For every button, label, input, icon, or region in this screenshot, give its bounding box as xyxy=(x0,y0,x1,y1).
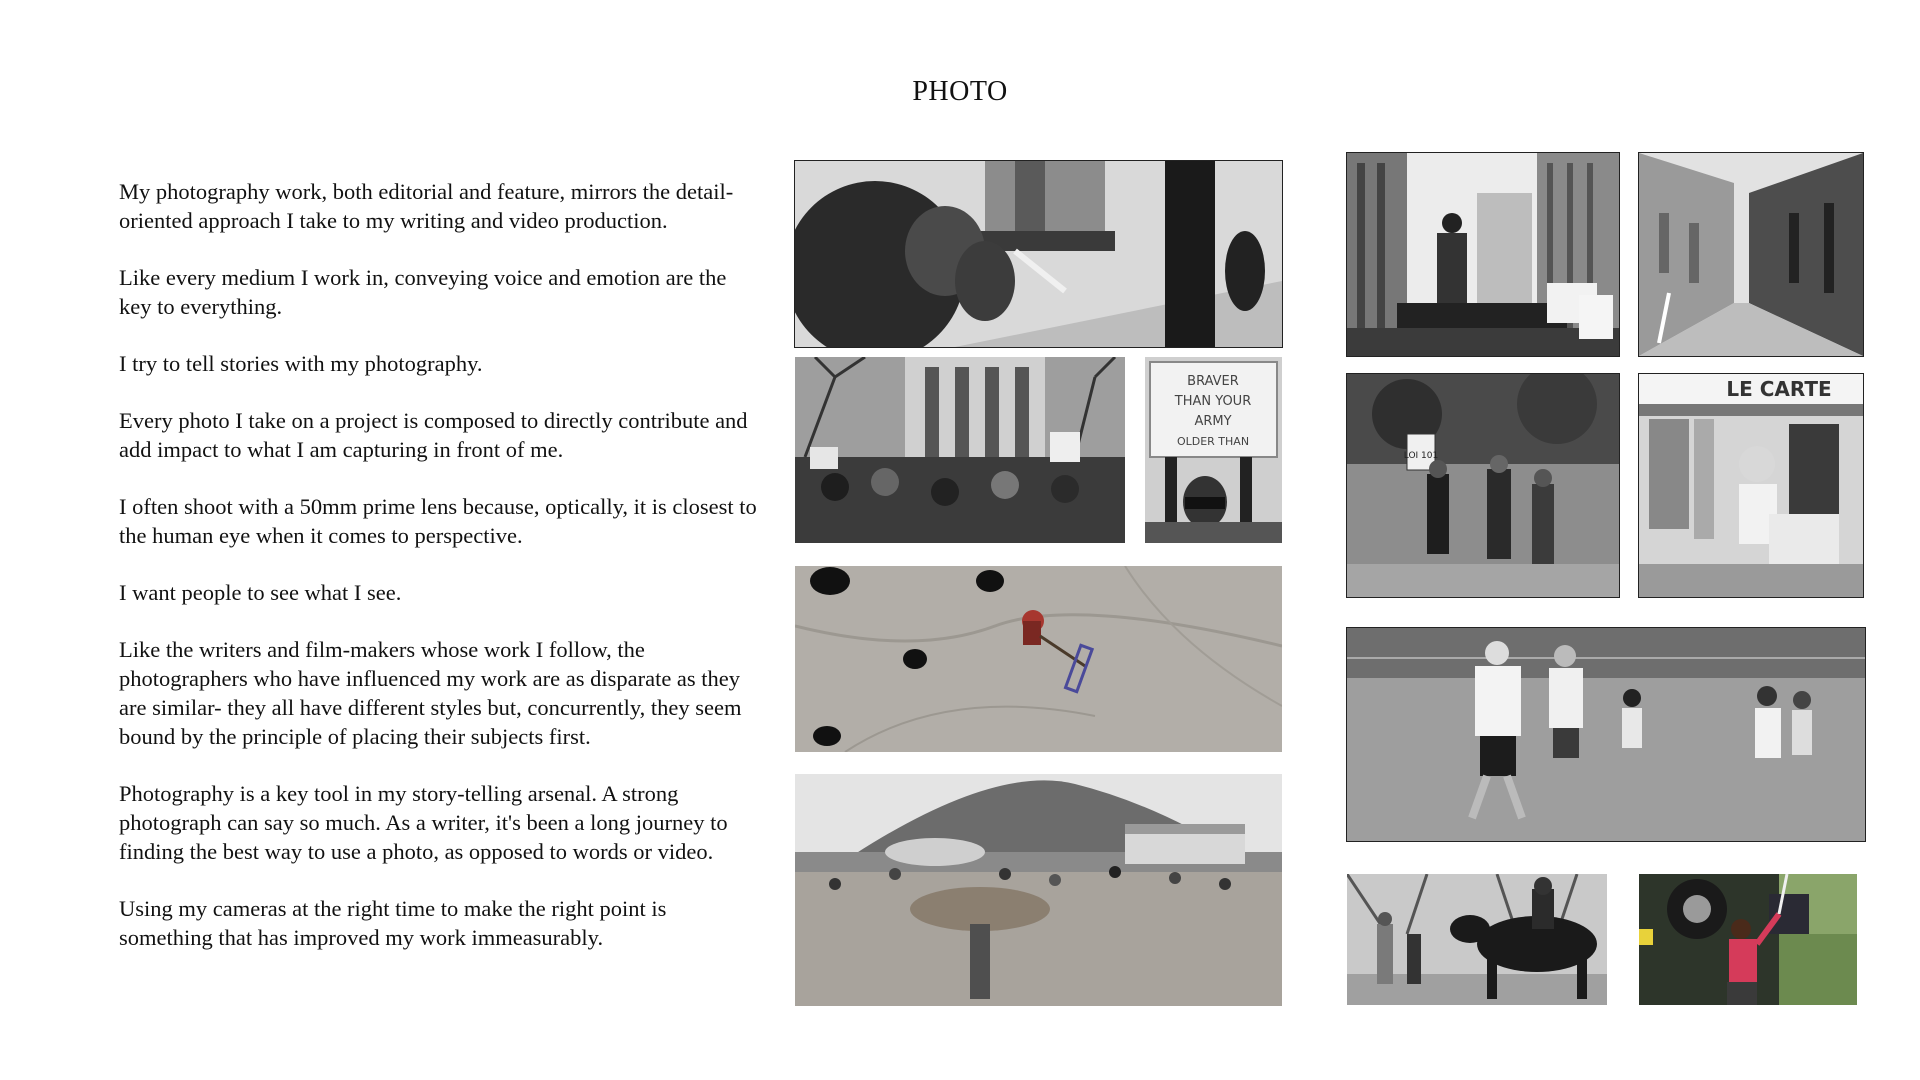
svg-text:ARMY: ARMY xyxy=(1194,414,1232,429)
paragraph: Like every medium I work in, conveying voice and emotion are the key to everything. xyxy=(119,265,727,319)
photo-protest-sign xyxy=(1145,357,1282,543)
paragraph: Photography is a key tool in my story-telling arsenal. A strong photograph can say so much. As a writer, it's been a long journey to finding the best way to use a photo, as opposed to words or video. xyxy=(119,781,728,864)
svg-text:LOI 101: LOI 101 xyxy=(1403,451,1439,461)
paragraph: Using my cameras at the right time to make the right point is something that has improved my work immeasurably. xyxy=(119,896,667,950)
paragraph: Every photo I take on a project is composed to directly contribute and add impact to what I am capturing in front of me. xyxy=(119,408,748,462)
photo-crowd-barricade xyxy=(795,161,1282,347)
svg-text:THAN YOUR: THAN YOUR xyxy=(1174,394,1252,409)
paragraph: My photography work, both editorial and feature, mirrors the detail-oriented approach I take to my writing and video production. xyxy=(119,179,734,233)
svg-text:LE CARTE: LE CARTE xyxy=(1726,377,1832,401)
photo-jeep-color xyxy=(1639,874,1857,1005)
photo-mountain-camp xyxy=(795,774,1282,1006)
photo-city-stage xyxy=(1347,153,1619,356)
paragraph: Like the writers and film-makers whose work I follow, the photographers who have influenced my work are as disparate as they are similar- they all have different styles but, concurrently, they seem bound by the principle of placing their subjects first. xyxy=(119,637,742,749)
photo-march-loi-101 xyxy=(1347,374,1619,597)
svg-text:OLDER THAN: OLDER THAN xyxy=(1176,435,1250,448)
photo-aerial-sweeper xyxy=(795,566,1282,752)
paragraph: I often shoot with a 50mm prime lens because, optically, it is closest to the human eye when it comes to perspective. xyxy=(119,494,757,548)
sign-line-1: BRAVER xyxy=(1187,374,1239,389)
photo-building-alley xyxy=(1639,153,1863,356)
photo-grass-running xyxy=(1347,628,1865,841)
intro-text xyxy=(119,177,759,980)
paragraph: I want people to see what I see. xyxy=(119,580,402,605)
photo-protest-building xyxy=(795,357,1125,543)
photo-clothing-stall xyxy=(1639,374,1863,597)
paragraph: I try to tell stories with my photography. xyxy=(119,351,483,376)
photo-mounted-police xyxy=(1347,874,1607,1005)
page-title: PHOTO xyxy=(912,76,1008,107)
